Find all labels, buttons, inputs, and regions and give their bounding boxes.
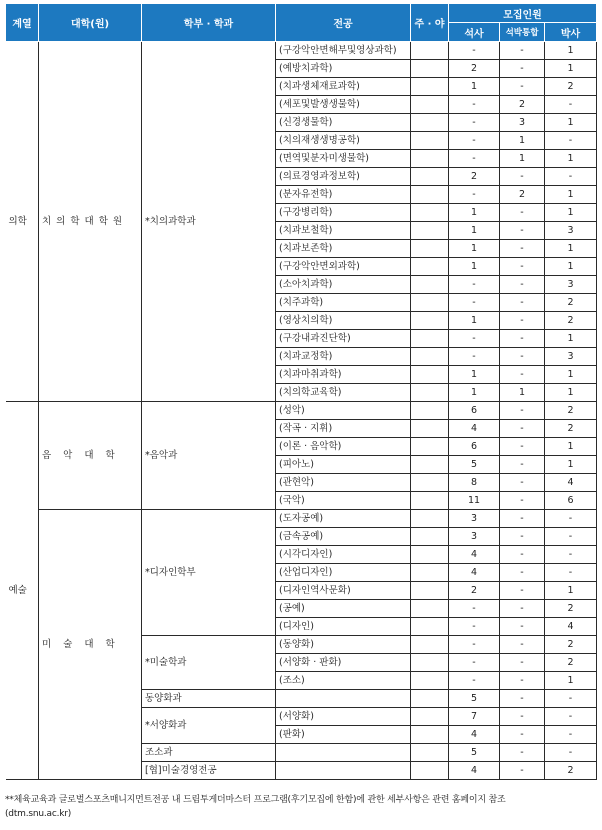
major-cell: (도자공예) xyxy=(276,510,411,528)
doctor-count: - xyxy=(545,744,597,762)
major-cell xyxy=(276,690,411,708)
integrated-count: - xyxy=(500,672,545,690)
master-count: 1 xyxy=(449,222,500,240)
master-count: - xyxy=(449,672,500,690)
major-cell: (공예) xyxy=(276,600,411,618)
master-count: - xyxy=(449,294,500,312)
daynight-cell xyxy=(411,474,449,492)
header-doctor: 박사 xyxy=(545,23,597,42)
integrated-count: - xyxy=(500,222,545,240)
integrated-count: - xyxy=(500,690,545,708)
major-cell: (구강악안면외과학) xyxy=(276,258,411,276)
major-cell: (작곡 · 지휘) xyxy=(276,420,411,438)
doctor-count: - xyxy=(545,168,597,186)
doctor-count: 1 xyxy=(545,114,597,132)
daynight-cell xyxy=(411,672,449,690)
daynight-cell xyxy=(411,60,449,78)
daynight-cell xyxy=(411,222,449,240)
daynight-cell xyxy=(411,240,449,258)
integrated-count: 1 xyxy=(500,384,545,402)
integrated-count: - xyxy=(500,168,545,186)
major-cell: (구강내과진단학) xyxy=(276,330,411,348)
daynight-cell xyxy=(411,384,449,402)
quota-table-body xyxy=(6,42,597,780)
major-cell: (세포및발생생물학) xyxy=(276,96,411,114)
doctor-count: - xyxy=(545,726,597,744)
major-cell xyxy=(276,762,411,780)
major-cell: (동양화) xyxy=(276,636,411,654)
table-row xyxy=(6,42,597,60)
major-cell: (서양화) xyxy=(276,708,411,726)
daynight-cell xyxy=(411,132,449,150)
integrated-count: - xyxy=(500,762,545,780)
daynight-cell xyxy=(411,636,449,654)
major-cell: (금속공예) xyxy=(276,528,411,546)
integrated-count: - xyxy=(500,276,545,294)
header-quota: 모집인원 xyxy=(449,4,597,23)
major-cell: (치주과학) xyxy=(276,294,411,312)
master-count: 5 xyxy=(449,456,500,474)
field-cell: 예술 xyxy=(6,402,39,780)
college-cell: 치의학대학원 xyxy=(39,42,142,402)
integrated-count: - xyxy=(500,438,545,456)
daynight-cell xyxy=(411,204,449,222)
daynight-cell xyxy=(411,528,449,546)
integrated-count: 2 xyxy=(500,186,545,204)
master-count: - xyxy=(449,150,500,168)
doctor-count: - xyxy=(545,546,597,564)
doctor-count: 2 xyxy=(545,600,597,618)
major-cell: (구강병리학) xyxy=(276,204,411,222)
integrated-count: - xyxy=(500,258,545,276)
integrated-count: - xyxy=(500,564,545,582)
master-count: - xyxy=(449,654,500,672)
daynight-cell xyxy=(411,564,449,582)
integrated-count: - xyxy=(500,492,545,510)
college-cell: 음악대학 xyxy=(39,402,142,510)
doctor-count: - xyxy=(545,708,597,726)
integrated-count: - xyxy=(500,60,545,78)
daynight-cell xyxy=(411,96,449,114)
doctor-count: 2 xyxy=(545,420,597,438)
major-cell: (이론 · 음악학) xyxy=(276,438,411,456)
doctor-count: 1 xyxy=(545,240,597,258)
major-cell: (의료경영과정보학) xyxy=(276,168,411,186)
field-cell: 의학 xyxy=(6,42,39,402)
daynight-cell xyxy=(411,312,449,330)
doctor-count: - xyxy=(545,96,597,114)
master-count: - xyxy=(449,636,500,654)
dept-cell: *치의과학과 xyxy=(142,42,276,402)
major-cell: (국악) xyxy=(276,492,411,510)
footnote-url: (dtm.snu.ac.kr) xyxy=(5,809,72,819)
integrated-count: - xyxy=(500,636,545,654)
major-cell: (치과보철학) xyxy=(276,222,411,240)
master-count: 6 xyxy=(449,438,500,456)
integrated-count: - xyxy=(500,330,545,348)
college-cell: 미술대학 xyxy=(39,510,142,780)
integrated-count: - xyxy=(500,582,545,600)
major-cell: (분자유전학) xyxy=(276,186,411,204)
header-dept: 학부 · 학과 xyxy=(142,4,276,42)
master-count: 2 xyxy=(449,582,500,600)
integrated-count: - xyxy=(500,510,545,528)
master-count: 5 xyxy=(449,690,500,708)
integrated-count: - xyxy=(500,528,545,546)
daynight-cell xyxy=(411,456,449,474)
doctor-count: 2 xyxy=(545,654,597,672)
master-count: 4 xyxy=(449,420,500,438)
daynight-cell xyxy=(411,744,449,762)
master-count: 4 xyxy=(449,762,500,780)
doctor-count: - xyxy=(545,528,597,546)
doctor-count: - xyxy=(545,510,597,528)
integrated-count: - xyxy=(500,708,545,726)
integrated-count: - xyxy=(500,240,545,258)
daynight-cell xyxy=(411,654,449,672)
daynight-cell xyxy=(411,276,449,294)
doctor-count: 1 xyxy=(545,150,597,168)
table-row xyxy=(6,510,597,528)
footnote-text: **체육교육과 글로벌스포츠매니지먼트전공 내 드림투게더마스터 프로그램(후기모집에 한함)에 관한 세부사항은 관련 홈페이지 참조 xyxy=(5,795,506,805)
major-cell: (서양화 · 판화) xyxy=(276,654,411,672)
daynight-cell xyxy=(411,618,449,636)
master-count: - xyxy=(449,132,500,150)
master-count: 11 xyxy=(449,492,500,510)
doctor-count: 1 xyxy=(545,672,597,690)
major-cell: (예방치과학) xyxy=(276,60,411,78)
dept-cell: 동양화과 xyxy=(142,690,276,708)
major-cell: (치과교정학) xyxy=(276,348,411,366)
master-count: - xyxy=(449,600,500,618)
major-cell: (구강악안면해부및영상과학) xyxy=(276,42,411,60)
header-college: 대학(원) xyxy=(39,4,142,42)
master-count: 1 xyxy=(449,384,500,402)
dept-cell: 조소과 xyxy=(142,744,276,762)
major-cell: (조소) xyxy=(276,672,411,690)
major-cell: (관현악) xyxy=(276,474,411,492)
integrated-count: - xyxy=(500,348,545,366)
daynight-cell xyxy=(411,708,449,726)
daynight-cell xyxy=(411,438,449,456)
major-cell: (판화) xyxy=(276,726,411,744)
doctor-count: - xyxy=(545,564,597,582)
doctor-count: 1 xyxy=(545,456,597,474)
doctor-count: 1 xyxy=(545,186,597,204)
integrated-count: - xyxy=(500,204,545,222)
major-cell: (치과마취과학) xyxy=(276,366,411,384)
major-cell: (산업디자인) xyxy=(276,564,411,582)
integrated-count: - xyxy=(500,312,545,330)
doctor-count: 2 xyxy=(545,294,597,312)
master-count: 1 xyxy=(449,78,500,96)
major-cell: (치의학교육학) xyxy=(276,384,411,402)
integrated-count: - xyxy=(500,42,545,60)
doctor-count: 2 xyxy=(545,762,597,780)
doctor-count: 4 xyxy=(545,474,597,492)
master-count: 1 xyxy=(449,240,500,258)
master-count: - xyxy=(449,114,500,132)
integrated-count: - xyxy=(500,456,545,474)
integrated-count: - xyxy=(500,294,545,312)
master-count: - xyxy=(449,42,500,60)
integrated-count: - xyxy=(500,726,545,744)
major-cell: (영상치의학) xyxy=(276,312,411,330)
doctor-count: 3 xyxy=(545,348,597,366)
doctor-count: 3 xyxy=(545,276,597,294)
dept-cell: *디자인학부 xyxy=(142,510,276,636)
master-count: - xyxy=(449,96,500,114)
daynight-cell xyxy=(411,294,449,312)
header-daynight: 주 · 야 xyxy=(411,4,449,42)
master-count: 1 xyxy=(449,204,500,222)
daynight-cell xyxy=(411,402,449,420)
daynight-cell xyxy=(411,546,449,564)
doctor-count: 1 xyxy=(545,582,597,600)
major-cell: (성악) xyxy=(276,402,411,420)
master-count: - xyxy=(449,276,500,294)
doctor-count: - xyxy=(545,132,597,150)
master-count: 3 xyxy=(449,528,500,546)
major-cell: (디자인역사문화) xyxy=(276,582,411,600)
daynight-cell xyxy=(411,42,449,60)
integrated-count: - xyxy=(500,546,545,564)
doctor-count: - xyxy=(545,690,597,708)
integrated-count: 1 xyxy=(500,150,545,168)
major-cell: (신경생물학) xyxy=(276,114,411,132)
doctor-count: 4 xyxy=(545,618,597,636)
integrated-count: - xyxy=(500,474,545,492)
integrated-count: 3 xyxy=(500,114,545,132)
doctor-count: 1 xyxy=(545,330,597,348)
daynight-cell xyxy=(411,258,449,276)
dept-cell: *음악과 xyxy=(142,402,276,510)
major-cell: (디자인) xyxy=(276,618,411,636)
major-cell: (소아치과학) xyxy=(276,276,411,294)
master-count: 5 xyxy=(449,744,500,762)
daynight-cell xyxy=(411,366,449,384)
master-count: 4 xyxy=(449,546,500,564)
master-count: - xyxy=(449,348,500,366)
major-cell: (치과생체재료과학) xyxy=(276,78,411,96)
daynight-cell xyxy=(411,150,449,168)
daynight-cell xyxy=(411,168,449,186)
master-count: 6 xyxy=(449,402,500,420)
integrated-count: - xyxy=(500,600,545,618)
integrated-count: - xyxy=(500,654,545,672)
footnote xyxy=(5,793,599,821)
daynight-cell xyxy=(411,348,449,366)
master-count: 1 xyxy=(449,258,500,276)
master-count: - xyxy=(449,618,500,636)
dept-cell: [협]미술경영전공 xyxy=(142,762,276,780)
integrated-count: - xyxy=(500,402,545,420)
master-count: 2 xyxy=(449,60,500,78)
major-cell: (치의재생생명공학) xyxy=(276,132,411,150)
doctor-count: 2 xyxy=(545,312,597,330)
daynight-cell xyxy=(411,600,449,618)
header-integrated: 석박통합 xyxy=(500,23,545,42)
major-cell: (시각디자인) xyxy=(276,546,411,564)
doctor-count: 2 xyxy=(545,78,597,96)
daynight-cell xyxy=(411,420,449,438)
doctor-count: 1 xyxy=(545,42,597,60)
dept-cell: *서양화과 xyxy=(142,708,276,744)
master-count: 3 xyxy=(449,510,500,528)
master-count: 2 xyxy=(449,168,500,186)
daynight-cell xyxy=(411,762,449,780)
daynight-cell xyxy=(411,690,449,708)
major-cell xyxy=(276,744,411,762)
daynight-cell xyxy=(411,492,449,510)
integrated-count: - xyxy=(500,744,545,762)
master-count: 1 xyxy=(449,312,500,330)
dept-cell: *미술학과 xyxy=(142,636,276,690)
master-count: 1 xyxy=(449,366,500,384)
master-count: 8 xyxy=(449,474,500,492)
master-count: 4 xyxy=(449,726,500,744)
quota-table xyxy=(5,3,597,780)
master-count: - xyxy=(449,186,500,204)
daynight-cell xyxy=(411,582,449,600)
daynight-cell xyxy=(411,726,449,744)
daynight-cell xyxy=(411,330,449,348)
doctor-count: 1 xyxy=(545,366,597,384)
table-row xyxy=(6,402,597,420)
integrated-count: - xyxy=(500,366,545,384)
major-cell: (면역및분자미생물학) xyxy=(276,150,411,168)
header-master: 석사 xyxy=(449,23,500,42)
doctor-count: 1 xyxy=(545,60,597,78)
daynight-cell xyxy=(411,114,449,132)
master-count: 4 xyxy=(449,564,500,582)
doctor-count: 2 xyxy=(545,636,597,654)
daynight-cell xyxy=(411,510,449,528)
doctor-count: 1 xyxy=(545,204,597,222)
integrated-count: - xyxy=(500,78,545,96)
header-field: 계열 xyxy=(6,4,39,42)
header-major: 전공 xyxy=(276,4,411,42)
doctor-count: 1 xyxy=(545,384,597,402)
doctor-count: 1 xyxy=(545,438,597,456)
major-cell: (피아노) xyxy=(276,456,411,474)
doctor-count: 3 xyxy=(545,222,597,240)
daynight-cell xyxy=(411,78,449,96)
major-cell: (치과보존학) xyxy=(276,240,411,258)
integrated-count: - xyxy=(500,420,545,438)
doctor-count: 1 xyxy=(545,258,597,276)
integrated-count: 2 xyxy=(500,96,545,114)
integrated-count: - xyxy=(500,618,545,636)
daynight-cell xyxy=(411,186,449,204)
integrated-count: 1 xyxy=(500,132,545,150)
master-count: 7 xyxy=(449,708,500,726)
doctor-count: 6 xyxy=(545,492,597,510)
master-count: - xyxy=(449,330,500,348)
doctor-count: 2 xyxy=(545,402,597,420)
